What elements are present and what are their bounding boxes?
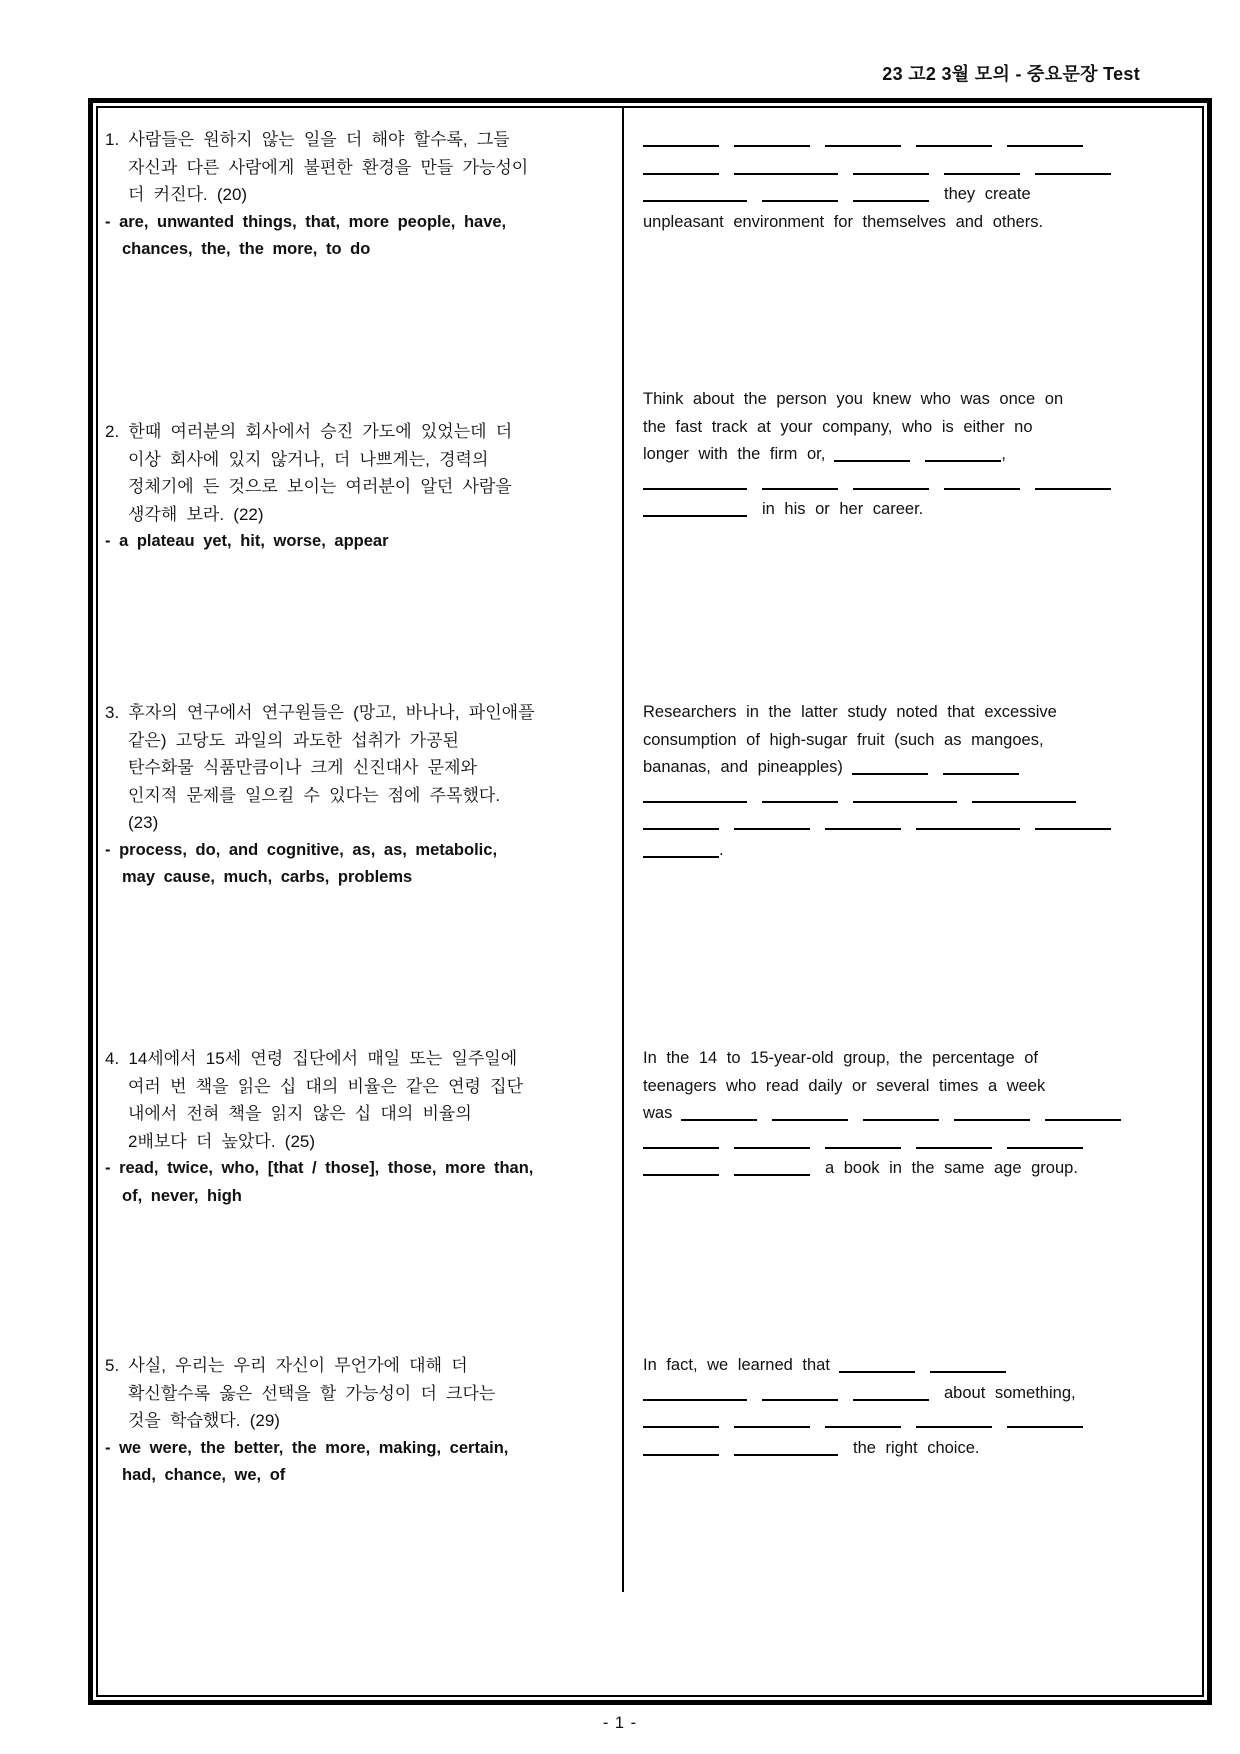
question-5-korean-line-2: 확신할수록 옳은 선택을 할 가능성이 더 크다는 (128, 1383, 496, 1403)
question-3-english-line-2 (643, 727, 1151, 755)
answer-blank-group (944, 158, 1020, 176)
question-3-hint-line-2: may cause, much, carbs, problems (122, 868, 413, 886)
answer-blank (643, 855, 719, 858)
answer-blank-group (1007, 1132, 1083, 1150)
answer-blank (853, 172, 929, 175)
answer-blank (853, 800, 957, 803)
question-2-korean-line-1: 2. 한때 여러분의 회사에서 승진 가도에 있었는데 더 (105, 422, 513, 441)
answer-blank-group (972, 786, 1076, 804)
question-2-korean-line-3: 정체기에 든 것으로 보이는 여러분이 알던 사람을 (128, 477, 512, 496)
question-1-hint-line-1: - are, unwanted things, that, more people, have, (105, 212, 507, 231)
english-text: they create (944, 185, 1031, 203)
answer-blank-group (643, 185, 747, 203)
answer-blank (734, 1453, 838, 1456)
answer-blank (762, 1398, 838, 1401)
answer-blank-group (1007, 130, 1083, 148)
answer-blank-group (825, 1132, 901, 1150)
answer-blank (853, 199, 929, 202)
answer-blank (643, 487, 747, 490)
question-4-korean-block (105, 1045, 610, 1210)
answer-blank-group (853, 473, 929, 491)
english-text: a book in the same age group. (825, 1159, 1078, 1177)
answer-blank-group (954, 1104, 1030, 1122)
english-text: Researchers in the latter study noted that excessive (643, 703, 1057, 721)
content-box-inner (96, 106, 1204, 1697)
answer-blank-group (916, 1411, 992, 1429)
question-4-korean-line-1: 4. 14세에서 15세 연령 집단에서 매일 또는 일주일에 (105, 1049, 518, 1068)
question-4-korean-line-4: 2배보다 더 높았다. (25) (128, 1131, 316, 1151)
question-1-english-line-2 (643, 154, 1151, 182)
page-footer (0, 1714, 1240, 1733)
question-2-english-line-5 (643, 496, 1151, 524)
answer-blank (834, 459, 910, 462)
answer-blank-group (943, 758, 1019, 776)
answer-blank-group (643, 1132, 719, 1150)
question-3-english-line-3 (643, 754, 1151, 782)
answer-blank (643, 514, 747, 517)
answer-blank-group (643, 1384, 747, 1402)
answer-blank (734, 1173, 810, 1176)
answer-blank-group (916, 813, 1020, 831)
answer-blank-group (643, 500, 747, 518)
question-1-english-line-3 (643, 181, 1151, 209)
english-text: Think about the person you knew who was once on (643, 390, 1064, 408)
question-1-english-block (643, 126, 1151, 236)
answer-blank-group (916, 1132, 992, 1150)
answer-blank (1007, 1146, 1083, 1149)
english-text: was (643, 1104, 673, 1122)
answer-blank-group (853, 786, 957, 804)
question-5-english-line-4 (643, 1435, 1151, 1463)
english-text: the right choice. (853, 1438, 980, 1457)
answer-blank-group (762, 473, 838, 491)
answer-blank-group (734, 813, 810, 831)
english-text: consumption of high-sugar fruit (such as mangoes, (643, 730, 1044, 749)
page-header (88, 60, 1140, 86)
question-3-hint-line-1: - process, do, and cognitive, as, as, metabolic, (105, 840, 498, 859)
question-3-korean-line-5: (23) (128, 813, 159, 832)
answer-blank-group (734, 1411, 810, 1429)
answer-blank (643, 1398, 747, 1401)
question-3-english-line-6 (643, 837, 1151, 865)
answer-blank-group (762, 786, 838, 804)
answer-blank (825, 144, 901, 147)
answer-blank (1035, 172, 1111, 175)
column-divider (622, 108, 624, 1592)
english-text: In the 14 to 15-year-old group, the percentage of (643, 1049, 1038, 1067)
question-3-korean-line-1: 3. 후자의 연구에서 연구원들은 (망고, 바나나, 파인애플 (105, 703, 535, 722)
english-text: unpleasant environment for themselves and others. (643, 212, 1044, 231)
answer-blank-group (930, 1356, 1006, 1374)
answer-blank (972, 800, 1076, 803)
answer-blank (925, 459, 1001, 462)
question-3-english-block (643, 699, 1151, 864)
answer-blank-group (643, 1439, 719, 1457)
answer-blank-group (643, 841, 724, 859)
answer-blank (1035, 487, 1111, 490)
answer-blank-group (681, 1104, 757, 1122)
answer-blank (734, 1425, 810, 1428)
question-5-hint-line-1: - we were, the better, the more, making, certain, (105, 1438, 509, 1457)
question-2-english-line-3 (643, 441, 1151, 469)
answer-blank (1007, 1425, 1083, 1428)
answer-blank-group (1045, 1104, 1121, 1122)
english-text: about something, (944, 1383, 1076, 1402)
question-5-korean-line-3: 것을 학습했다. (29) (128, 1411, 280, 1430)
answer-blank (853, 1398, 929, 1401)
question-1-english-line-1 (643, 126, 1151, 154)
answer-blank (643, 1146, 719, 1149)
answer-blank (916, 1146, 992, 1149)
question-5-english-line-1 (643, 1352, 1151, 1380)
answer-blank (681, 1118, 757, 1121)
answer-blank (825, 1146, 901, 1149)
answer-blank (930, 1370, 1006, 1373)
answer-blank-group (734, 130, 810, 148)
answer-blank (643, 1173, 719, 1176)
english-text: bananas, and pineapples) (643, 758, 843, 776)
answer-blank (762, 199, 838, 202)
question-1-korean-block (105, 126, 610, 264)
answer-blank-group (762, 1384, 838, 1402)
answer-blank-group (643, 1411, 719, 1429)
answer-blank-group (1035, 158, 1111, 176)
answer-blank (1035, 827, 1111, 830)
question-2-english-line-2 (643, 414, 1151, 442)
answer-blank-group (853, 1384, 929, 1402)
answer-blank (944, 172, 1020, 175)
answer-blank-group (643, 473, 747, 491)
answer-blank (734, 172, 838, 175)
answer-blank (643, 172, 719, 175)
answer-blank-group (772, 1104, 848, 1122)
question-2-english-line-4 (643, 469, 1151, 497)
answer-blank (825, 1425, 901, 1428)
question-1-korean-line-3: 더 커진다. (20) (128, 185, 248, 204)
answer-blank-group (643, 786, 747, 804)
question-3-english-line-1 (643, 699, 1151, 727)
question-1-korean-line-2: 자신과 다른 사람에게 불편한 환경을 만들 가능성이 (128, 157, 529, 177)
answer-blank (762, 800, 838, 803)
answer-blank-group (839, 1356, 915, 1374)
question-4-hint-line-2: of, never, high (122, 1186, 242, 1205)
question-5-korean-line-1: 5. 사실, 우리는 우리 자신이 무언가에 대해 더 (105, 1356, 468, 1375)
answer-blank (772, 1118, 848, 1121)
question-3-korean-line-3: 탄수화물 식품만큼이나 크게 신진대사 문제와 (128, 758, 477, 777)
answer-blank (853, 487, 929, 490)
answer-blank-group (916, 130, 992, 148)
answer-blank-group (643, 813, 719, 831)
question-5-english-line-2 (643, 1380, 1151, 1408)
content-box (88, 98, 1212, 1705)
question-5-hint-line-2: had, chance, we, of (122, 1466, 286, 1484)
question-5-english-line-3 (643, 1407, 1151, 1435)
question-2-korean-line-4: 생각해 보라. (22) (128, 504, 264, 524)
answer-blank (643, 199, 747, 202)
page-number: - 1 - (602, 1714, 638, 1732)
english-text: in his or her career. (762, 500, 924, 518)
question-4-english-line-1 (643, 1045, 1151, 1073)
answer-blank (643, 827, 719, 830)
answer-blank-group (734, 1132, 810, 1150)
english-text: In fact, we learned that (643, 1356, 830, 1374)
english-text: longer with the firm or, (643, 445, 826, 463)
answer-blank (916, 827, 1020, 830)
answer-blank (734, 827, 810, 830)
english-text: the fast track at your company, who is either no (643, 417, 1033, 436)
answer-blank-group (825, 813, 901, 831)
answer-blank-group (1035, 473, 1111, 491)
answer-blank (944, 487, 1020, 490)
answer-blank-group (1035, 813, 1111, 831)
answer-blank-group (734, 158, 838, 176)
answer-blank-group (852, 758, 928, 776)
page-title: 23 고2 3월 모의 - 중요문장 Test (882, 64, 1140, 84)
answer-blank (734, 144, 810, 147)
question-2-korean-line-2: 이상 회사에 있지 않거나, 더 나쁘게는, 경력의 (128, 449, 489, 469)
answer-blank (734, 1146, 810, 1149)
answer-blank-group (834, 445, 910, 463)
answer-blank-group (863, 1104, 939, 1122)
question-3-english-line-4 (643, 782, 1151, 810)
question-3-korean-line-4: 인지적 문제를 일으킬 수 있다는 점에 주목했다. (128, 785, 501, 805)
answer-blank (943, 772, 1019, 775)
answer-blank (916, 144, 992, 147)
question-4-english-line-2 (643, 1073, 1151, 1101)
answer-blank-group (734, 1439, 838, 1457)
answer-blank-group (1007, 1411, 1083, 1429)
answer-blank (643, 800, 747, 803)
answer-blank-group (853, 158, 929, 176)
question-5-korean-block (105, 1352, 610, 1490)
answer-blank-group (853, 185, 929, 203)
answer-blank-group (825, 1411, 901, 1429)
answer-blank (762, 487, 838, 490)
question-4-english-line-3 (643, 1100, 1151, 1128)
question-2-english-block (643, 386, 1151, 524)
blank-punctuation: , (1001, 445, 1006, 463)
question-3-korean-line-2: 같은) 고당도 과일의 과도한 섭취가 가공된 (128, 730, 459, 750)
answer-blank (643, 1453, 719, 1456)
answer-blank-group (944, 473, 1020, 491)
question-4-korean-line-3: 내에서 전혀 책을 읽지 않은 십 대의 비율의 (128, 1104, 472, 1123)
question-3-korean-block (105, 699, 610, 892)
question-2-korean-block (105, 418, 610, 556)
answer-blank (643, 1425, 719, 1428)
answer-blank (643, 144, 719, 147)
english-text: teenagers who read daily or several times a week (643, 1076, 1046, 1095)
answer-blank (839, 1370, 915, 1373)
answer-blank (852, 772, 928, 775)
answer-blank (825, 827, 901, 830)
question-4-english-line-4 (643, 1128, 1151, 1156)
answer-blank-group (734, 1159, 810, 1177)
question-1-korean-line-1: 1. 사람들은 원하지 않는 일을 더 해야 할수록, 그들 (105, 130, 510, 149)
question-5-english-block (643, 1352, 1151, 1462)
question-4-english-line-5 (643, 1155, 1151, 1183)
answer-blank-group (762, 185, 838, 203)
question-3-english-line-5 (643, 809, 1151, 837)
question-4-english-block (643, 1045, 1151, 1183)
answer-blank (863, 1118, 939, 1121)
question-2-english-line-1 (643, 386, 1151, 414)
answer-blank-group (925, 445, 1006, 463)
answer-blank (954, 1118, 1030, 1121)
answer-blank-group (643, 130, 719, 148)
question-1-hint-line-2: chances, the, the more, to do (122, 240, 371, 258)
question-1-english-line-4 (643, 209, 1151, 237)
question-2-hint-line-1: - a plateau yet, hit, worse, appear (105, 532, 389, 550)
answer-blank (1045, 1118, 1121, 1121)
answer-blank (916, 1425, 992, 1428)
answer-blank-group (643, 158, 719, 176)
answer-blank-group (825, 130, 901, 148)
question-4-korean-line-2: 여러 번 책을 읽은 십 대의 비율은 같은 연령 집단 (128, 1076, 524, 1096)
question-4-hint-line-1: - read, twice, who, [that / those], those, more than, (105, 1159, 534, 1177)
blank-punctuation: . (719, 840, 724, 859)
answer-blank (1007, 144, 1083, 147)
answer-blank-group (643, 1159, 719, 1177)
